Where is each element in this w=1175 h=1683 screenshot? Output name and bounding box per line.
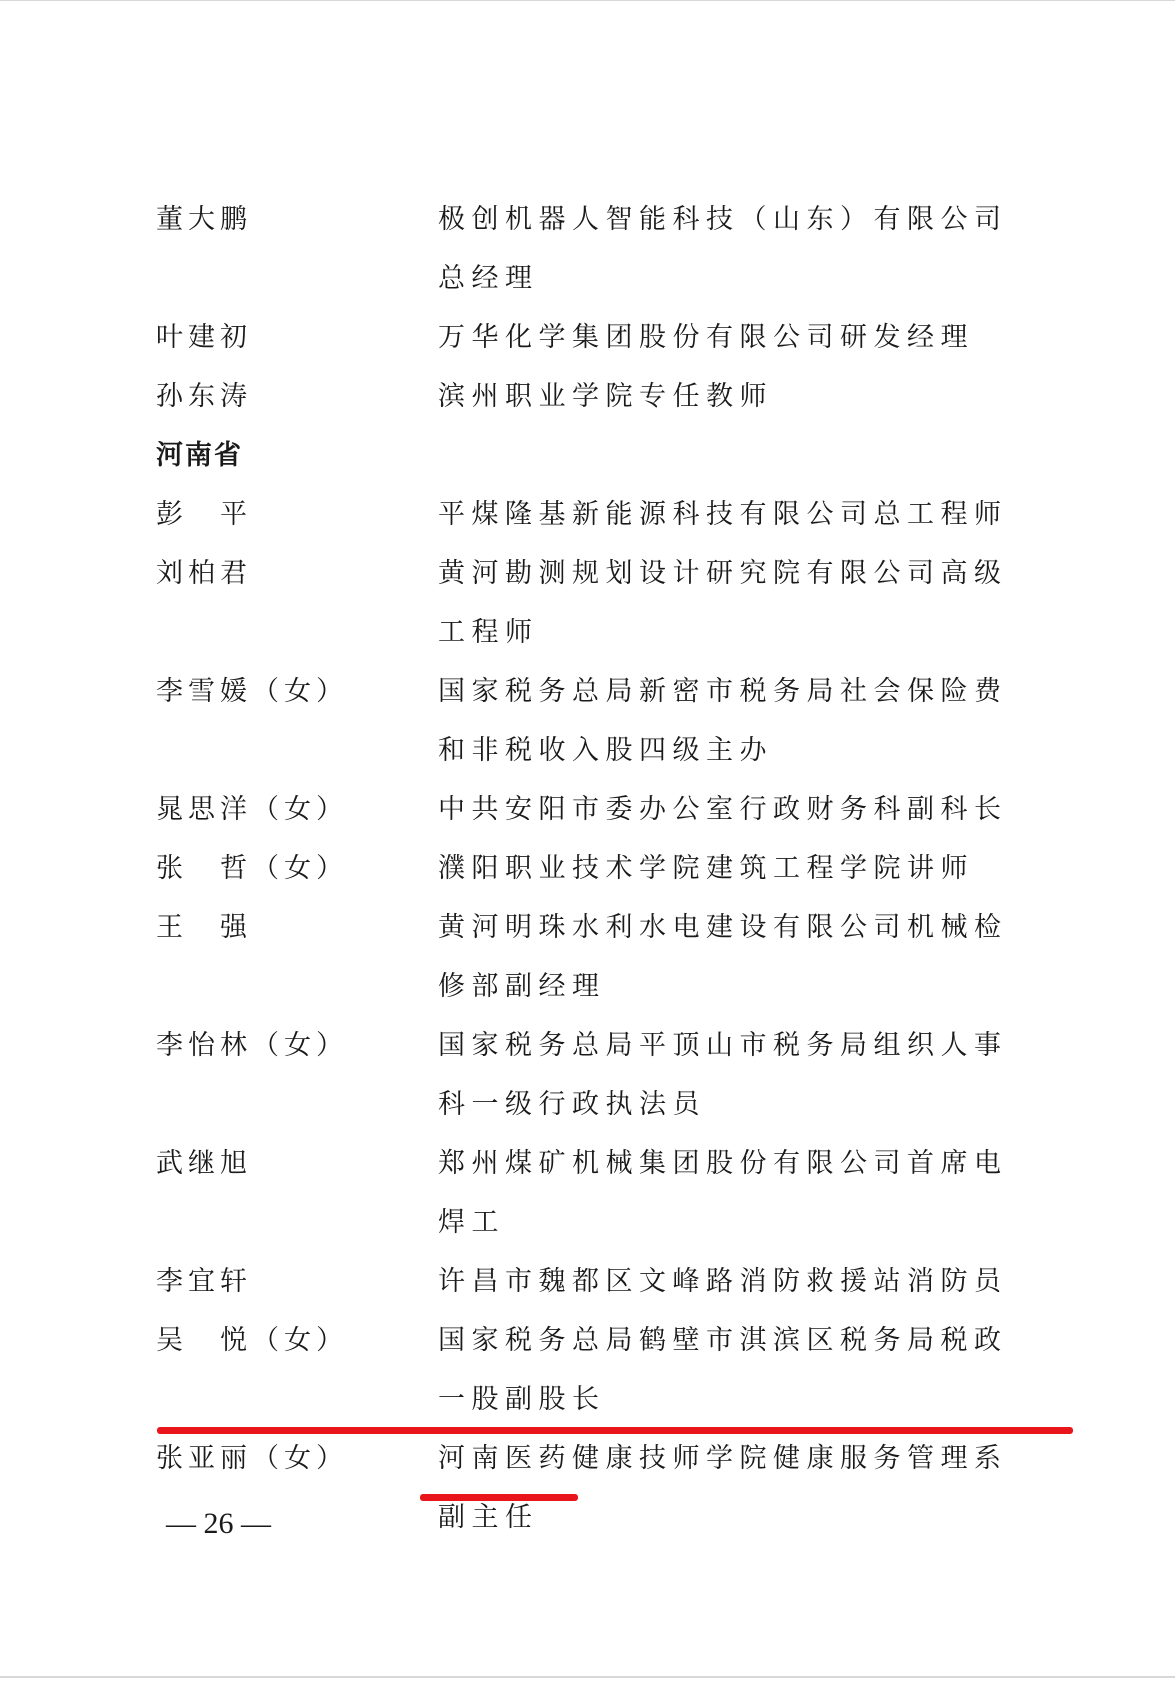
- page-number: — 26 —: [166, 1507, 271, 1540]
- person-title: 国家税务总局鹤壁市淇滨区税务局税政一股副股长: [438, 1325, 1008, 1415]
- person-title: 中共安阳市委办公室行政财务科副科长: [438, 794, 1008, 825]
- person-name: 彭 平: [156, 499, 252, 530]
- person-title: 滨州职业学院专任教师: [438, 381, 773, 412]
- person-name: 晁思洋（女）: [156, 794, 348, 825]
- person-name: 刘柏君: [156, 558, 252, 589]
- person-title: 极创机器人智能科技（山东）有限公司总经理: [438, 204, 1008, 294]
- list-item: [156, 1429, 1056, 1547]
- top-page-edge: [0, 0, 1175, 1]
- person-name: 叶建初: [156, 322, 252, 353]
- province-heading: 河南省: [156, 440, 243, 471]
- person-name: 李宜轩: [156, 1266, 252, 1297]
- list-item: [156, 544, 1056, 662]
- person-name: 李怡林（女）: [156, 1030, 348, 1061]
- person-name: 张 哲（女）: [156, 853, 348, 884]
- province-heading-row: [156, 426, 1056, 485]
- person-name: 武继旭: [156, 1148, 252, 1179]
- list-item: [156, 839, 1056, 898]
- person-title: 国家税务总局平顶山市税务局组织人事科一级行政执法员: [438, 1030, 1008, 1120]
- person-title: 河南医药健康技师学院健康服务管理系副主任: [438, 1443, 1008, 1533]
- red-underline-annotation: [157, 1427, 1073, 1434]
- list-item: [156, 1252, 1056, 1311]
- person-title: 郑州煤矿机械集团股份有限公司首席电焊工: [438, 1148, 1008, 1238]
- person-name: 李雪媛（女）: [156, 676, 348, 707]
- list-item: [156, 367, 1056, 426]
- list-item: [156, 308, 1056, 367]
- bottom-page-edge: [0, 1676, 1175, 1678]
- red-underline-annotation: [420, 1494, 578, 1501]
- person-name: 张亚丽（女）: [156, 1443, 348, 1474]
- person-title: 平煤隆基新能源科技有限公司总工程师: [438, 499, 1008, 530]
- person-title: 濮阳职业技术学院建筑工程学院讲师: [438, 853, 974, 884]
- name-list: [156, 190, 1056, 1547]
- person-name: 吴 悦（女）: [156, 1325, 348, 1356]
- person-title: 黄河勘测规划设计研究院有限公司高级工程师: [438, 558, 1008, 648]
- list-item: [156, 190, 1056, 308]
- list-item: [156, 1016, 1056, 1134]
- list-item: [156, 662, 1056, 780]
- list-item: [156, 485, 1056, 544]
- person-title: 国家税务总局新密市税务局社会保险费和非税收入股四级主办: [438, 676, 1008, 766]
- person-title: 许昌市魏都区文峰路消防救援站消防员: [438, 1266, 1008, 1297]
- person-name: 孙东涛: [156, 381, 252, 412]
- person-title: 黄河明珠水利水电建设有限公司机械检修部副经理: [438, 912, 1008, 1002]
- list-item: [156, 1311, 1056, 1429]
- list-item: [156, 1134, 1056, 1252]
- person-title: 万华化学集团股份有限公司研发经理: [438, 322, 974, 353]
- person-name: 王 强: [156, 912, 252, 943]
- person-name: 董大鹏: [156, 204, 252, 235]
- list-item: [156, 780, 1056, 839]
- list-item: [156, 898, 1056, 1016]
